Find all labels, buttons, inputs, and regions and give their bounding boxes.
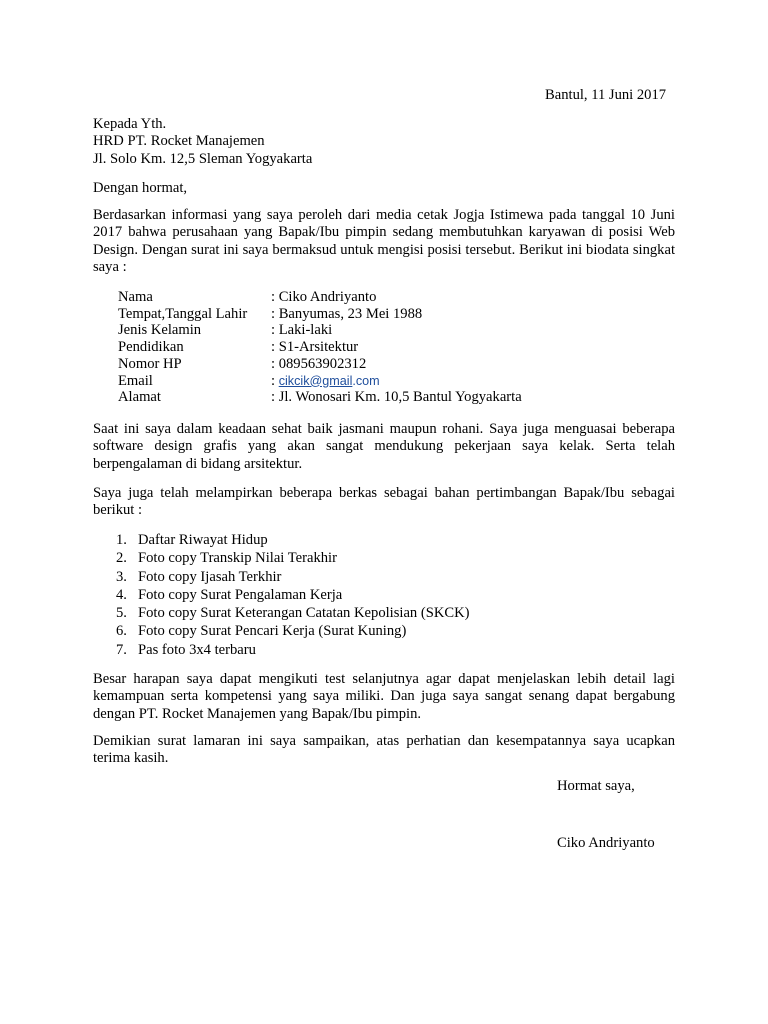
intro-paragraph: Berdasarkan informasi yang saya peroleh dari media cetak Jogja Istimewa pada tanggal 10 Juni 2017 bahwa perusahaan yang Bapak/Ibu pimpin sedang membutuhkan karyawan di posisi Web Design. Dengan surat ini saya bermaksud untuk mengisi posisi tersebut. Berikut ini biodata singkat saya : xyxy=(93,207,675,276)
biodata-value: : Banyumas, 23 Mei 1988 xyxy=(271,305,423,322)
list-item xyxy=(93,604,470,622)
list-item xyxy=(93,586,470,604)
biodata-value: : S1-Arsitektur xyxy=(271,339,359,356)
biodata-value: : Ciko Andriyanto xyxy=(271,289,377,305)
biodata-table xyxy=(118,289,522,406)
closing-paragraph: Demikian surat lamaran ini saya sampaikan, atas perhatian dan kesempatannya saya ucapkan terima kasih. xyxy=(93,733,675,767)
list-text: Foto copy Surat Keterangan Catatan Kepolisian (SKCK) xyxy=(138,605,470,622)
biodata-label: Alamat xyxy=(118,389,161,406)
recipient-salutation: Kepada Yth. xyxy=(93,116,167,132)
biodata-row xyxy=(118,339,522,356)
health-skills-paragraph: Saat ini saya dalam keadaan sehat baik jasmani maupun rohani. Saya juga menguasai beberapa software design grafis yang akan sangat mendukung pekerjaan saya kelak. Serta telah berpengalaman di bidang arsitektur. xyxy=(93,421,675,472)
list-item xyxy=(93,641,470,659)
attachments-intro-paragraph: Saya juga telah melampirkan beberapa berkas sebagai bahan pertimbangan Bapak/Ibu sebagai berikut : xyxy=(93,485,675,519)
biodata-label: Email xyxy=(118,372,153,389)
recipient-street: Jl. Solo Km. 12,5 Sleman Yogyakarta xyxy=(93,150,313,167)
list-number: 3. xyxy=(116,568,127,585)
biodata-value: : Jl. Wonosari Km. 10,5 Bantul Yogyakarta xyxy=(271,389,522,406)
biodata-label: Pendidikan xyxy=(118,339,184,356)
recipient-address xyxy=(93,116,675,168)
list-text: Foto copy Surat Pengalaman Kerja xyxy=(138,586,343,603)
list-number: 6. xyxy=(116,623,127,640)
list-text: Foto copy Surat Pencari Kerja (Surat Kuning) xyxy=(138,623,407,640)
email-colon: : xyxy=(271,372,279,389)
signer-name: Ciko Andriyanto xyxy=(557,835,655,851)
list-item xyxy=(93,568,470,586)
list-number: 5. xyxy=(116,605,127,622)
biodata-label: Nama xyxy=(118,289,153,305)
biodata-label: Tempat,Tanggal Lahir xyxy=(118,305,248,322)
email-user: cikcik@gmail xyxy=(278,373,353,388)
email-link[interactable] xyxy=(279,374,380,388)
biodata-row xyxy=(118,356,522,373)
biodata-value: : 089563902312 xyxy=(271,355,367,372)
list-item xyxy=(93,549,470,567)
list-text: Foto copy Ijasah Terkhir xyxy=(138,568,282,585)
list-text: Foto copy Transkip Nilai Terakhir xyxy=(138,550,337,567)
biodata-row xyxy=(118,389,522,406)
attachment-list xyxy=(93,531,470,659)
biodata-row xyxy=(118,306,522,323)
letter-date: Bantul, 11 Juni 2017 xyxy=(545,87,667,103)
recipient-company: HRD PT. Rocket Manajemen xyxy=(93,133,265,150)
list-text: Pas foto 3x4 terbaru xyxy=(138,641,256,658)
list-number: 4. xyxy=(116,586,127,603)
list-item xyxy=(93,622,470,640)
biodata-value-email xyxy=(271,373,522,390)
biodata-row-email xyxy=(118,373,522,390)
list-number: 1. xyxy=(116,532,127,548)
biodata-value: : Laki-laki xyxy=(271,322,333,339)
greeting: Dengan hormat, xyxy=(93,180,188,196)
hope-paragraph: Besar harapan saya dapat mengikuti test selanjutnya agar dapat menjelaskan lebih detail lagi kemampuan serta kompetensi yang saya miliki. Dan juga saya sangat senang dapat bergabung dengan PT. Rocket Manajemen yang Bapak/Ibu pimpin. xyxy=(93,671,675,722)
biodata-row xyxy=(118,322,522,339)
list-number: 7. xyxy=(116,641,127,658)
list-text: Daftar Riwayat Hidup xyxy=(138,532,268,548)
biodata-label: Jenis Kelamin xyxy=(118,322,202,339)
biodata-row xyxy=(118,289,522,306)
list-item xyxy=(93,531,470,549)
biodata-label: Nomor HP xyxy=(118,355,182,372)
email-domain: .com xyxy=(352,373,380,388)
closing-salutation: Hormat saya, xyxy=(557,778,635,794)
list-number: 2. xyxy=(116,550,127,567)
